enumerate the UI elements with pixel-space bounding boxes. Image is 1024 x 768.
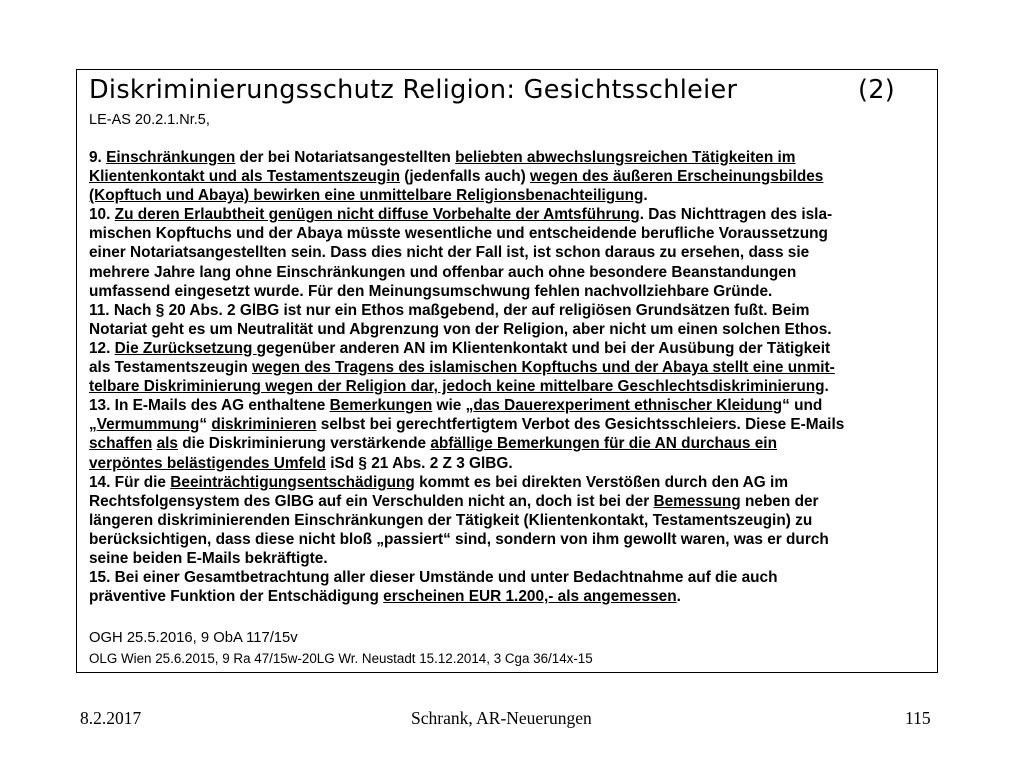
body-line (89, 339, 931, 358)
body-text-segment: 13. In E-Mails des AG enthaltene (89, 397, 330, 415)
body-text-segment: (jedenfalls auch) (400, 168, 530, 186)
underlined-text: wegen des Tragens des islamischen Kopftuchs und der Abaya stellt eine unmit- (252, 359, 835, 377)
underlined-text: Bemessung (653, 492, 741, 510)
body-text-segment: . Das Nichttragen des isla- (639, 206, 833, 224)
body-line (89, 186, 931, 205)
body-text-segment: 15. Bei einer Gesamtbetrachtung aller dieser Umstände und unter Bedachtnahme auf die auch (89, 569, 778, 587)
body-line (89, 473, 931, 492)
body-text-segment: . (824, 378, 829, 396)
body-line (89, 263, 931, 282)
slide-title-text: Diskriminierungsschutz Religion: Gesichtsschleier (89, 75, 738, 105)
body-text-segment: 12. (89, 339, 115, 357)
body-line (89, 377, 931, 396)
body-line (89, 587, 931, 606)
underlined-text: Bemerkungen (329, 397, 433, 415)
body-text-segment: als Testamentszeugin (89, 359, 253, 377)
body-line (89, 148, 931, 167)
body-line (89, 492, 931, 511)
slide-title-number: (2) (857, 75, 895, 105)
body-text-segment: wie „ (432, 397, 474, 415)
body-text-segment: “ (199, 416, 212, 434)
underlined-text: Vermummung (96, 416, 200, 434)
footer-page-number: 115 (905, 708, 931, 728)
body-line (89, 282, 931, 301)
underlined-text: Die Zurücksetzung (114, 339, 257, 357)
underlined-text: das Dauerexperiment ethnischer Kleidung (473, 397, 783, 415)
underlined-text: diskriminieren (211, 416, 317, 434)
body-text-segment: gegenüber anderen AN im Klientenkontakt und bei der Ausübung der Tätigkeit (256, 339, 831, 357)
body-line (89, 434, 931, 453)
body-text-segment: einer Notariatsangestellten sein. Dass dies nicht der Fall ist, ist schon daraus zu ersehen, dass sie (89, 244, 810, 262)
underlined-text: Einschränkungen (106, 149, 236, 166)
body-line (89, 415, 931, 434)
body-text-segment: Notariat geht es um Neutralität und Abgrenzung von der Religion, aber nicht um einen solchen Ethos. (89, 320, 832, 338)
footer-date: 8.2.2017 (80, 708, 142, 728)
underlined-text: (Kopftuch und Abaya) bewirken eine unmittelbare Religionsbenachteiligung (89, 187, 644, 205)
body-text-segment: kommt es bei direkten Verstößen durch den AG im (414, 473, 788, 491)
body-text-segment: seine beiden E-Mails bekräftigte. (89, 549, 328, 567)
body-line (89, 549, 931, 568)
body-text-segment: präventive Funktion der Entschädigung (89, 588, 384, 606)
underlined-text: telbare Diskriminierung wegen der Religion dar, jedoch keine mittelbare Geschlechtsdiskriminierung (89, 378, 825, 396)
body-line (89, 224, 931, 243)
body-line (89, 530, 931, 549)
body-text-segment: 14. Für die (89, 473, 171, 491)
body-line (89, 320, 931, 339)
body-text-segment: iSd § 21 Abs. 2 Z 3 GlBG. (325, 454, 513, 472)
body-line (89, 396, 931, 415)
body-line (89, 243, 931, 262)
underlined-text: Zu deren Erlaubtheit genügen nicht diffuse Vorbehalte der Amtsführung (114, 206, 640, 224)
body-text-segment: „ (89, 416, 97, 434)
footer-author: Schrank, AR-Neuerungen (411, 708, 592, 728)
body-line (89, 167, 931, 186)
body-line (89, 568, 931, 587)
body-text-segment: längeren diskriminierenden Einschränkungen der Tätigkeit (Klientenkontakt, Testamentszeugin) zu (89, 511, 813, 529)
body-text-segment: der bei Notariatsangestellten (235, 149, 456, 166)
body-text-segment: selbst bei gerechtfertigtem Verbot des Gesichtsschleiers. Diese E-Mails (316, 416, 845, 434)
body-text-segment: neben der (740, 492, 819, 510)
body-text-segment: die Diskriminierung verstärkende (177, 435, 431, 453)
body-line (89, 301, 931, 320)
body-text-segment: Rechtsfolgensystem des GlBG auf ein Verschulden nicht an, doch ist bei der (89, 492, 654, 510)
underlined-text: erscheinen EUR 1.200,- als angemessen (383, 588, 677, 606)
slide-subtitle: LE-AS 20.2.1.Nr.5, (89, 112, 210, 128)
body-text-segment: “ und (782, 397, 823, 415)
underlined-text: als (156, 435, 178, 453)
body-line (89, 205, 931, 224)
citation-ogh: OGH 25.5.2016, 9 ObA 117/15v (89, 630, 298, 646)
underlined-text: Beeinträchtigungsentschädigung (170, 473, 415, 491)
underlined-text: wegen des äußeren Erscheinungsbildes (530, 168, 824, 186)
body-text-segment: mischen Kopftuchs und der Abaya müsste wesentliche und entscheidende berufliche Voraussetzung (89, 225, 828, 243)
slide-title (89, 75, 895, 105)
underlined-text: verpöntes belästigendes Umfeld (89, 454, 326, 472)
underlined-text: abfällige Bemerkungen für die AN durchaus ein (430, 435, 777, 453)
underlined-text: beliebten abwechslungsreichen Tätigkeiten im (455, 149, 796, 166)
body-text-segment: 11. Nach § 20 Abs. 2 GlBG ist nur ein Ethos maßgebend, der auf religiösen Grundsätzen fußt. Beim (89, 301, 810, 319)
body-line (89, 511, 931, 530)
slide-content-box (76, 69, 938, 673)
citation-olg: OLG Wien 25.6.2015, 9 Ra 47/15w-20LG Wr. Neustadt 15.12.2014, 3 Cga 36/14x-15 (89, 651, 593, 666)
body-text-segment: . (676, 588, 681, 606)
body-text-segment: berücksichtigen, dass diese nicht bloß „passiert“ sind, sondern von ihm gewollt waren, was er durch (89, 530, 829, 548)
body-line (89, 454, 931, 473)
body-text-segment: . (643, 187, 648, 205)
body-text-segment: umfassend eingesetzt wurde. Für den Meinungsumschwung fehlen nachvollziehbare Gründe. (89, 282, 773, 300)
underlined-text: Klientenkontakt und als Testamentszeugin (89, 168, 400, 186)
underlined-text: schaffen (89, 435, 153, 453)
body-text-segment: mehrere Jahre lang ohne Einschränkungen und offenbar auch ohne besondere Beanstandungen (89, 263, 797, 281)
slide-body-text (89, 148, 931, 606)
body-text-segment: 9. (89, 149, 107, 166)
body-text-segment: 10. (89, 206, 115, 224)
body-line (89, 358, 931, 377)
